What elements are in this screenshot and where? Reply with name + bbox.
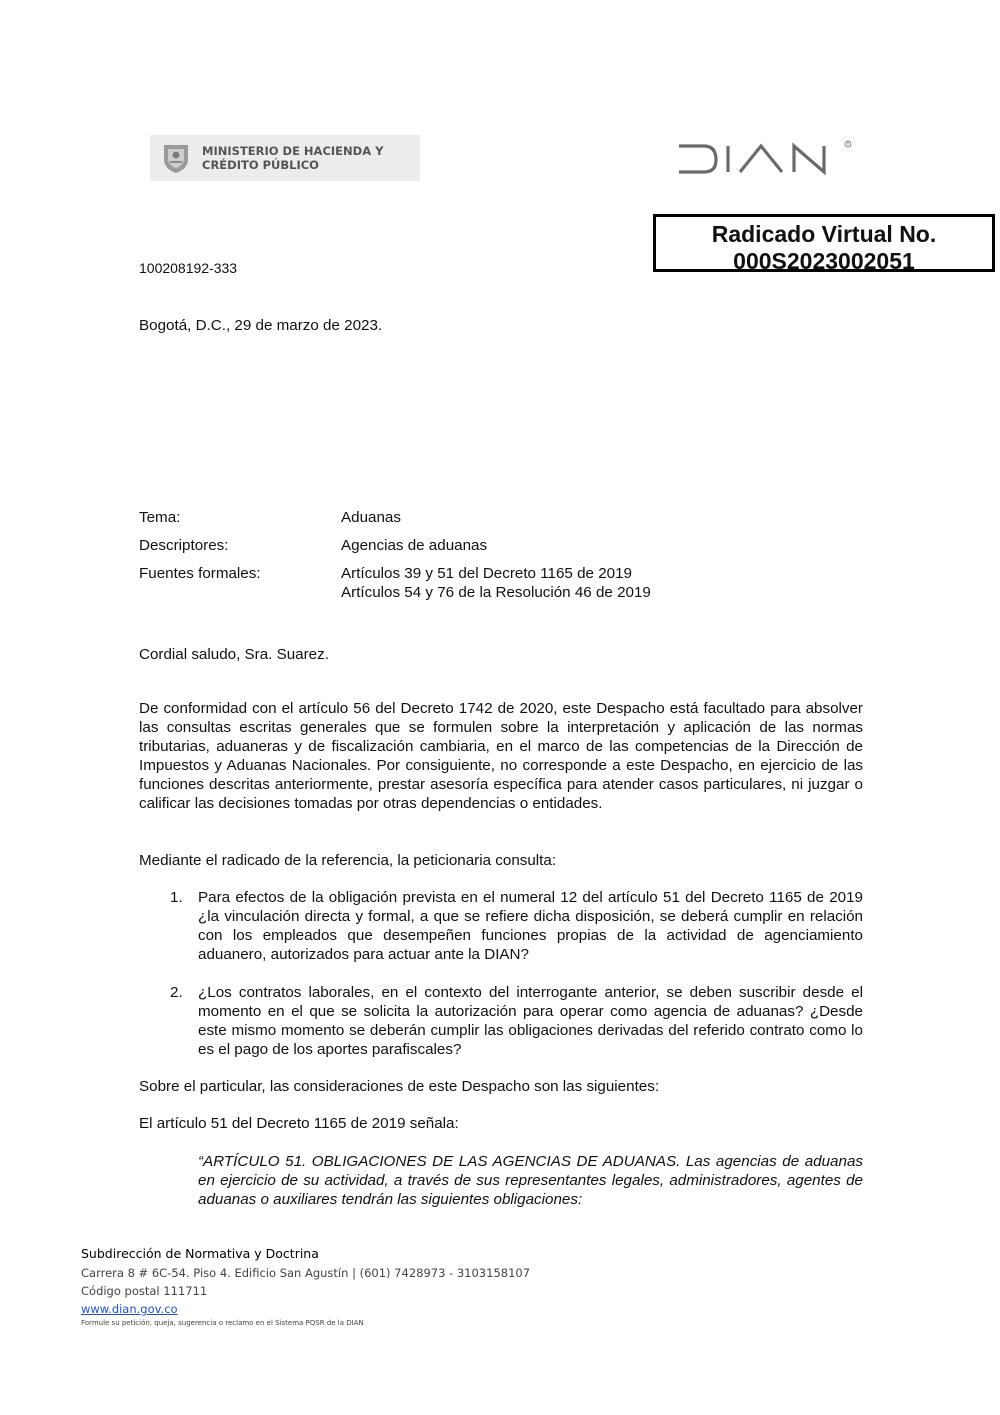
considerations-intro: Sobre el particular, las consideraciones de este Despacho son las siguientes: (139, 1078, 660, 1095)
meta-label-descriptores: Descriptores: (139, 537, 229, 554)
coat-of-arms-icon (158, 140, 194, 176)
radicado-number: 000S2023002051 (733, 248, 915, 274)
reference-number: 100208192-333 (139, 260, 238, 276)
meta-label-tema: Tema: (139, 509, 181, 526)
footer-office: Subdirección de Normativa y Doctrina (81, 1246, 319, 1261)
footer-postal: Código postal 111711 (81, 1284, 208, 1298)
ministry-name-line2: CRÉDITO PÚBLICO (202, 158, 319, 172)
query-intro: Mediante el radicado de la referencia, la peticionaria consulta: (139, 852, 557, 869)
radicado-box (653, 214, 995, 272)
question-number-1: 1. (170, 889, 183, 906)
meta-value-fuentes-2: Artículos 54 y 76 de la Resolución 46 de 2019 (341, 584, 651, 601)
meta-value-tema: Aduanas (341, 509, 401, 526)
question-text-2: ¿Los contratos laborales, en el contexto del interrogante anterior, se deben suscribir desde el momento en el que se solicita la autorización para operar como agencia de aduanas? ¿Desde este mismo momento se deberán cumplir las obligaciones derivadas del referido contrato como lo es el pago de los aportes parafiscales? (198, 984, 863, 1058)
meta-value-descriptores: Agencias de aduanas (341, 537, 488, 554)
meta-value-fuentes-1: Artículos 39 y 51 del Decreto 1165 de 2019 (341, 565, 633, 582)
ministry-name-line1: MINISTERIO DE HACIENDA Y (202, 144, 384, 158)
svg-text:R: R (846, 141, 850, 147)
footer-website-link[interactable]: www.dian.gov.co (81, 1302, 178, 1316)
ministry-logo (150, 135, 420, 181)
article-intro: El artículo 51 del Decreto 1165 de 2019 señala: (139, 1115, 459, 1132)
footer-notice: Formule su petición, queja, sugerencia o reclamo en el Sistema PQSR de la DIAN (81, 1319, 364, 1327)
question-text-1: Para efectos de la obligación prevista en el numeral 12 del artículo 51 del Decreto 1165 de 2019 ¿la vinculación directa y formal, a que se refiere dicha disposición, se deberá cumplir en relación con los empleados que desempeñen funciones propias de la actividad de agenciamiento aduanero, autorizados para actuar ante la DIAN? (198, 889, 863, 963)
meta-label-fuentes: Fuentes formales: (139, 565, 261, 582)
intro-paragraph: De conformidad con el artículo 56 del Decreto 1742 de 2020, este Despacho está facultado para absolver las consultas escritas generales que se formulen sobre la interpretación y aplicación de las normas tributarias, aduaneras y de fiscalización cambiaria, en el marco de las competencias de la Dirección de Impuestos y Aduanas Nacionales. Por consiguiente, no corresponde a este Despacho, en ejercicio de las funciones descritas anteriormente, prestar asesoría específica para atender casos particulares, ni juzgar o calificar las decisiones tomadas por otras dependencias o entidades. (139, 700, 863, 812)
radicado-label: Radicado Virtual No. (711, 221, 937, 247)
dian-logo (676, 138, 856, 178)
question-number-2: 2. (170, 984, 183, 1001)
date-line: Bogotá, D.C., 29 de marzo de 2023. (139, 317, 383, 334)
footer-address: Carrera 8 # 6C-54. Piso 4. Edificio San Agustín | (601) 7428973 - 3103158107 (81, 1266, 531, 1280)
greeting: Cordial saludo, Sra. Suarez. (139, 646, 329, 663)
article-quote: “ARTÍCULO 51. OBLIGACIONES DE LAS AGENCIAS DE ADUANAS. Las agencias de aduanas en ejercicio de su actividad, a través de sus representantes legales, administradores, agentes de aduanas o auxiliares tendrán las siguientes obligaciones: (198, 1153, 863, 1208)
